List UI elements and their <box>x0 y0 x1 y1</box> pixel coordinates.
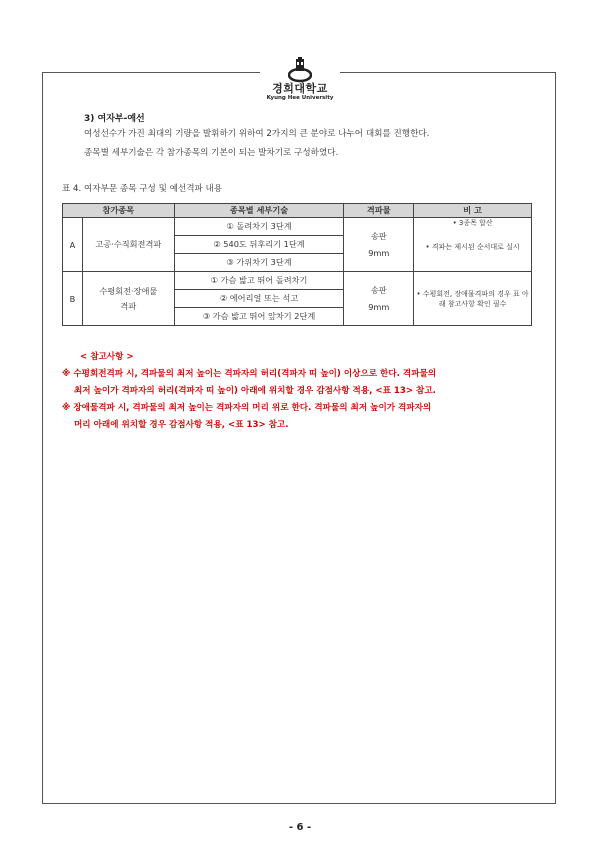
event-name-line: 격파 <box>120 300 137 311</box>
section-title: 3) 여자부-예선 <box>84 114 145 124</box>
paragraph-2: 종목별 세부기술은 각 참가종목의 기본이 되는 발차기로 구성하였다. <box>84 148 339 158</box>
note-line: ※ 장애물격파 시, 격파물의 최저 높이는 격파자의 머리 위로 한다. 격파물의 최저 높이가 격파자의 <box>62 403 432 413</box>
logo-korean-text: 경희대학교 <box>272 82 328 95</box>
material-cell <box>344 272 414 326</box>
material-thickness: 9mm <box>368 302 390 312</box>
material-type: 송판 <box>370 285 387 295</box>
table-header-row <box>63 204 532 218</box>
technique-cell: ① 돌려차기 3단계 <box>174 218 344 236</box>
table-row <box>63 272 532 290</box>
event-name <box>82 272 174 326</box>
table-row <box>63 218 532 236</box>
remark-item: • 수평회전, 장애물격파의 경우 표 아래 참고사항 확인 필수 <box>416 289 529 308</box>
reference-notes <box>62 349 542 434</box>
remark-item: • 3종목 합산 <box>452 219 493 227</box>
technique-cell: ① 가슴 밟고 뛰어 돌려차기 <box>174 272 344 290</box>
event-name: 고공·수직회전격파 <box>82 218 174 272</box>
header-remarks: 비 고 <box>414 204 532 218</box>
technique-cell: ② 540도 뒤후리기 1단계 <box>174 236 344 254</box>
logo-english-text: Kyung Hee University <box>266 95 334 101</box>
material-thickness: 9mm <box>368 248 390 258</box>
note-line: 최저 높이가 격파자의 허리(격파자 띠 높이) 아래에 위치할 경우 감점사항 적용, <표 13> 참고. <box>74 386 436 396</box>
event-name-line: 수평회전·장애물 <box>99 285 158 296</box>
table-caption: 표 4. 여자부문 종목 구성 및 예선격파 내용 <box>62 184 223 194</box>
material-cell <box>344 218 414 272</box>
note-line: ※ 수평회전격파 시, 격파물의 최저 높이는 격파자의 허리(격파자 띠 높이) 이상으로 한다. 격파물의 <box>62 369 437 379</box>
group-label: B <box>63 272 83 326</box>
material-type: 송판 <box>370 231 387 241</box>
group-label: A <box>63 218 83 272</box>
university-emblem-icon <box>288 57 312 83</box>
technique-cell: ③ 가위차기 3단계 <box>174 254 344 272</box>
paragraph-1: 여성선수가 가진 최대의 기량을 발휘하기 위하여 2가지의 큰 분야로 나누어 대회를 진행한다. <box>84 129 430 139</box>
notes-heading: < 참고사항 > <box>80 352 134 362</box>
note-line: 머리 아래에 위치할 경우 감점사항 적용, <표 13> 참고. <box>74 420 289 430</box>
header-event: 참가종목 <box>63 204 175 218</box>
remark-item: • 격파는 제시된 순서대로 실시 <box>425 243 520 251</box>
university-logo <box>260 57 340 107</box>
remarks-cell <box>414 272 532 326</box>
events-table <box>62 203 532 326</box>
header-techniques: 종목별 세부기술 <box>174 204 344 218</box>
technique-cell: ② 에어리얼 또는 석고 <box>174 290 344 308</box>
technique-cell: ③ 가슴 밟고 뛰어 앞차기 2단계 <box>174 308 344 326</box>
page-number: - 6 - <box>288 822 312 833</box>
remarks-cell <box>414 218 532 272</box>
header-material: 격파물 <box>344 204 414 218</box>
